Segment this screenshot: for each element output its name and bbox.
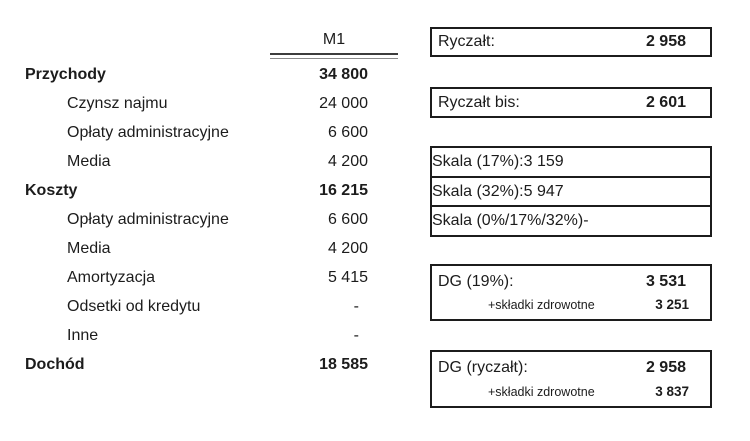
dg-19-value: 3 531 bbox=[645, 272, 686, 290]
table-row-odsetki-od-kredytu bbox=[25, 292, 368, 321]
skala-17-value: 3 159 bbox=[523, 152, 564, 170]
skala-mixed-label: Skala (0%/17%/32%) bbox=[432, 212, 584, 230]
dg-ryczalt-skladki-value: 3 837 bbox=[655, 384, 689, 399]
row-label: Media bbox=[67, 239, 111, 257]
table-row-przychody bbox=[25, 60, 368, 89]
dg-19-box bbox=[430, 264, 712, 321]
row-label: Dochód bbox=[25, 355, 85, 373]
table-row-media-koszty bbox=[25, 234, 368, 263]
row-value: 24 000 bbox=[319, 94, 368, 112]
row-label: Koszty bbox=[25, 181, 78, 199]
table-row-czynsz-najmu bbox=[25, 89, 368, 118]
row-value: 6 600 bbox=[327, 123, 368, 141]
row-value: - bbox=[353, 297, 359, 315]
skala-row-17 bbox=[432, 148, 710, 176]
row-label: Opłaty administracyjne bbox=[67, 123, 229, 141]
dg-ryczalt-label: DG (ryczałt): bbox=[438, 359, 528, 376]
column-header-m1: M1 bbox=[322, 31, 346, 48]
dg-19-skladki-label: +składki zdrowotne bbox=[488, 297, 595, 312]
ryczalt-label: Ryczałt: bbox=[438, 33, 495, 50]
ryczalt-bis-label: Ryczałt bis: bbox=[438, 93, 520, 111]
table-row-amortyzacja bbox=[25, 263, 368, 292]
row-value: 4 200 bbox=[327, 239, 368, 257]
skala-17-label: Skala (17%): bbox=[432, 152, 524, 170]
table-row-inne bbox=[25, 321, 368, 350]
pnl-table bbox=[25, 60, 368, 379]
dg-ryczalt-row bbox=[432, 359, 710, 377]
row-value: 34 800 bbox=[319, 65, 368, 83]
ryczalt-value: 2 958 bbox=[645, 33, 686, 50]
skala-row-mixed bbox=[432, 205, 710, 235]
ryczalt-bis-value: 2 601 bbox=[645, 93, 686, 111]
row-label: Opłaty administracyjne bbox=[67, 210, 229, 228]
row-value: 6 600 bbox=[327, 210, 368, 228]
row-value: 5 415 bbox=[327, 268, 368, 286]
row-value: 18 585 bbox=[319, 355, 368, 373]
row-label: Odsetki od kredytu bbox=[67, 297, 201, 315]
dg-ryczalt-skladki-label: +składki zdrowotne bbox=[488, 384, 595, 399]
ryczalt-bis-row bbox=[432, 89, 710, 116]
row-value: 4 200 bbox=[327, 152, 368, 170]
dg-19-row bbox=[432, 273, 710, 291]
table-row-oplaty-administracyjne-koszty bbox=[25, 205, 368, 234]
skala-row-32 bbox=[432, 176, 710, 206]
row-label: Inne bbox=[67, 326, 99, 344]
row-value: - bbox=[353, 326, 359, 344]
dg-19-skladki-row bbox=[432, 297, 710, 312]
skala-32-label: Skala (32%): bbox=[432, 182, 524, 200]
skala-box bbox=[430, 146, 712, 237]
skala-32-value: 5 947 bbox=[523, 182, 564, 200]
ryczalt-row bbox=[432, 29, 710, 55]
ryczalt-bis-box bbox=[430, 87, 712, 118]
row-label: Przychody bbox=[25, 65, 106, 83]
skala-mixed-value: - bbox=[583, 212, 589, 230]
dg-ryczalt-box bbox=[430, 350, 712, 408]
dg-ryczalt-value: 2 958 bbox=[645, 359, 686, 376]
table-row-koszty bbox=[25, 176, 368, 205]
table-row-oplaty-administracyjne bbox=[25, 118, 368, 147]
table-row-dochod bbox=[25, 350, 368, 379]
row-label: Amortyzacja bbox=[67, 268, 156, 286]
ryczalt-box bbox=[430, 27, 712, 57]
dg-ryczalt-skladki-row bbox=[432, 384, 710, 399]
row-value: 16 215 bbox=[319, 181, 368, 199]
table-row-media bbox=[25, 147, 368, 176]
row-label: Czynsz najmu bbox=[67, 94, 168, 112]
dg-19-skladki-value: 3 251 bbox=[655, 297, 689, 313]
header-underline bbox=[270, 53, 398, 59]
dg-19-label: DG (19%): bbox=[438, 272, 514, 290]
row-label: Media bbox=[67, 152, 111, 170]
